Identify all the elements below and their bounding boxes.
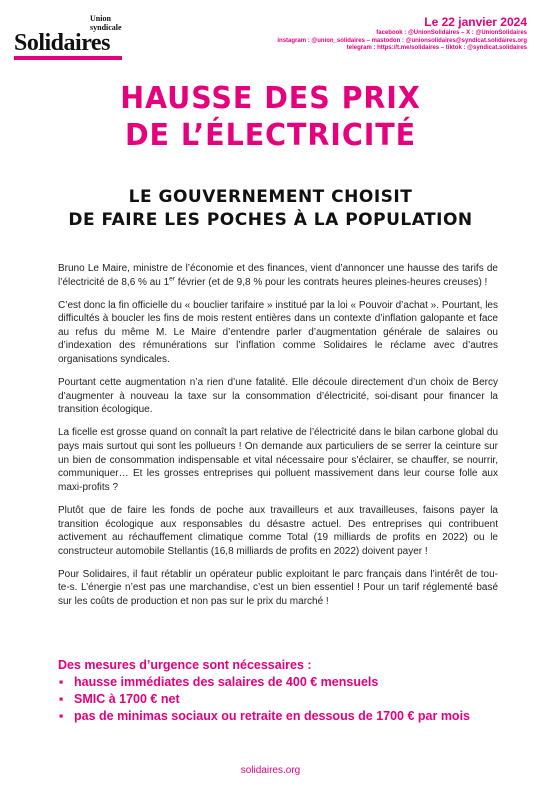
logo-wordmark: Solidaires [14,30,110,56]
square-bullet-icon: ▪ [59,692,64,706]
square-bullet-icon: ▪ [59,675,64,689]
logo-union-line1: Union [90,14,111,23]
measure-item [58,691,498,708]
social-line-3: telegram : https://t.me/solidaires – tiktok : @syndicat.solidaires [346,45,527,51]
subtitle [0,186,541,232]
body-text [58,262,498,618]
measure-item-text: SMIC à 1700 € net [74,692,180,706]
paragraph-5: Plutôt que de faire les fonds de poche aux travailleurs et aux travailleuses, faisons payer la transition écologique aux responsables du désastre actuel. Des entreprises qui contribuent activement au réchauffement climatique comme Total (19 milliards de profits en 2022) ou le constructeur automobile Stellantis (16,8 milliards de profits en 2022) doivent payer ! [58,504,498,557]
measure-item-text: hausse immédiates des salaires de 400 € mensuels [74,675,379,689]
social-line-2: instagram : @union_solidaires – mastodon : @unionsolidaires@syndicat.solidaires.org [277,37,527,44]
subtitle-line1: LE GOUVERNEMENT CHOISIT [128,187,413,207]
measures-heading: Des mesures d’urgence sont nécessaires : [58,658,312,672]
social-line-1: facebook : @UnionSolidaires – X : @UnionSolidaires [376,30,527,36]
main-title-line2: DE L’ÉLECTRICITÉ [124,118,417,153]
paragraph-1 [58,262,498,289]
paragraph-1-end: février (et de 9,8 % pour les contrats heures pleines-heures creuses) ! [174,276,488,288]
paragraph-2: C’est donc la fin officielle du « bouclier tarifaire » institué par la loi « Pouvoir d’achat ». Pourtant, les difficultés à boucler les fins de mois restent entières dans un contexte d’inflation galopante et face au refus du même M. Le Maire d’entendre parler d’augmentation générale de salaires ou d’indexation des rémunérations sur l’inflation comme Solidaires le réclame avec d’autres organisations syndicales. [58,299,498,366]
paragraph-1-superscript: er [169,275,175,283]
measure-item [58,708,498,725]
subtitle-line2: DE FAIRE LES POCHES À LA POPULATION [68,210,473,230]
main-title-line1: HAUSSE DES PRIX [120,81,421,116]
main-title [14,80,528,154]
document-date: Le 22 janvier 2024 [424,15,527,29]
paragraph-4: La ficelle est grosse quand on connaît la part relative de l’électricité dans le bilan carbone global du pays mais surtout qui sont les pollueurs ! On demande aux particuliers de se serrer la ceinture sur un bien de consommation indispensable et vital nécessaire pour s’éclairer, se chauffer, se nourrir, communiquer… Et les grosses entreprises qui polluent massivement dans leur course folle aux maxi-profits ? [58,427,498,493]
logo-underline [14,56,122,60]
urgent-measures [58,657,498,725]
measure-item-text: pas de minimas sociaux ou retraite en dessous de 1700 € par mois [74,709,470,723]
paragraph-6: Pour Solidaires, il faut rétablir un opérateur public exploitant le parc français dans l’intérêt de tou-te-s. L’énergie n’est pas une marchandise, c’est un bien essentiel ! Pour un tarif réglementé basé sur les coûts de production et non pas sur le prix du marché ! [58,568,498,607]
square-bullet-icon: ▪ [59,709,64,723]
measure-item [58,674,498,691]
logo-union-line2: syndicale [90,23,122,32]
solidaires-logo [14,14,134,58]
header-info [197,14,527,53]
footer-url[interactable]: solidaires.org [240,765,301,776]
paragraph-1-start: Bruno Le Maire, ministre de l’économie et des finances, vient d’annoncer une hausse des tarifs de l’électricité de 8,6 % au 1 [58,263,498,288]
paragraph-3: Pourtant cette augmentation n’a rien d’une fatalité. Elle découle directement d’un choix de Bercy d’augmenter à nouveau la taxe sur la consommation d’électricité, soi-disant pour financer la transition écologique. [58,377,498,416]
